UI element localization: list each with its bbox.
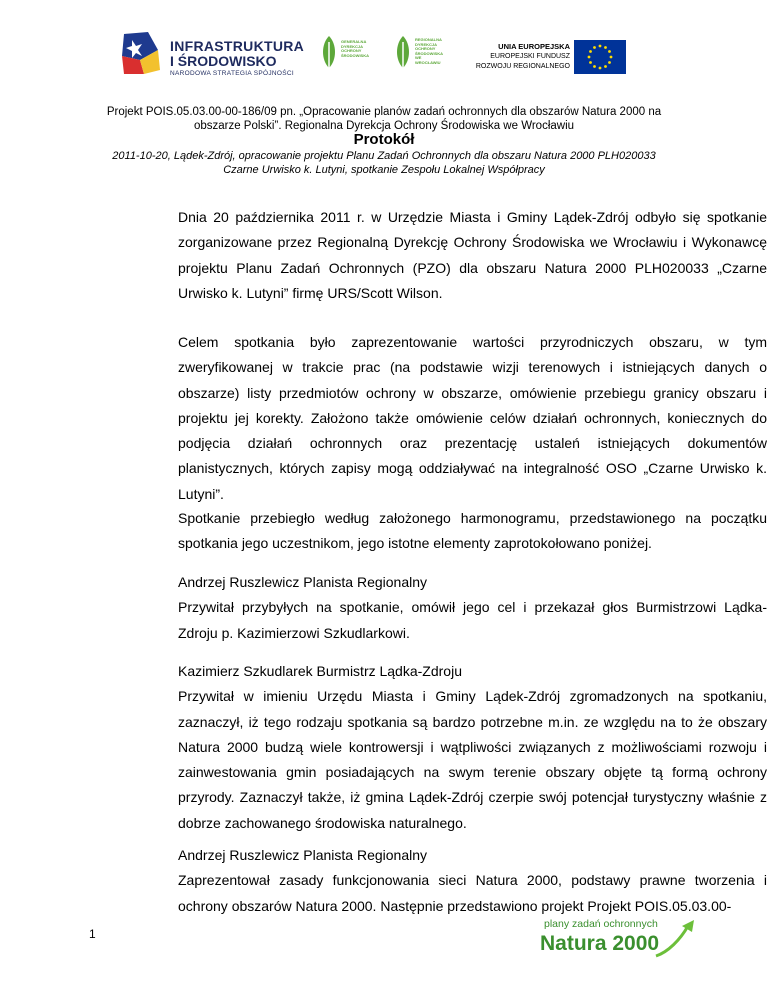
- infra-line2: I ŚRODOWISKO: [170, 53, 277, 69]
- eu-line2: EUROPEJSKI FUNDUSZ: [490, 53, 570, 60]
- leaf-icon: [393, 34, 413, 78]
- p2-line: planistycznych, których zapisy mogą oddziaływać na integralność OSO „Czarne Urwisko k.: [178, 460, 767, 477]
- p5-line: zaznaczył, iż tego rodzaju spotkania są bardzo potrzebne m.in. ze względu na to że obszary: [178, 713, 767, 730]
- p2-line: obszarze) listy przedmiotów ochrony w obszarze, omówienie przebiegu granicy obszaru i: [178, 384, 767, 401]
- p2-line: Celem spotkania było zaprezentowanie wartości przyrodniczych obszaru, w tym: [178, 334, 767, 350]
- paragraph-1: [89, 205, 767, 306]
- p4-line: Zdroju p. Kazimierzowi Szkudlarkowi.: [178, 624, 410, 641]
- project-line1: Projekt POIS.05.03.00-00-186/09 pn. „Opracowanie planów zadań ochronnych dla obszarów Natura 2000 na: [106, 106, 662, 118]
- eu-line3: ROZWOJU REGIONALNEGO: [475, 63, 570, 70]
- p4-line: Przywitał przybyłych na spotkanie, omówił jego cel i przekazał głos Burmistrzowi Lądka-: [178, 599, 767, 616]
- rdos-logo-text: REGIONALNA DYREKCJA OCHRONY ŚRODOWISKA WE WROCŁAWIU: [415, 37, 443, 65]
- gdos-logo: [319, 34, 369, 80]
- eu-flag-icon: [574, 40, 626, 74]
- eu-line1: UNIA EUROPEJSKA: [498, 42, 570, 51]
- poland-flag-icon: [118, 30, 162, 76]
- natura-2000-logo: [536, 916, 698, 968]
- p3-line: spotkania jego uczestnikom, jego istotne elementy zaprotokołowano poniżej.: [178, 535, 652, 552]
- page-number: 1: [89, 927, 96, 941]
- p2-line: podjęcia działań ochronnych oraz prezentację ustaleń istniejących dokumentów: [178, 435, 767, 452]
- p2-line: projektu jej korekty. Założono także omówienie celów działań ochronnych, koniecznych do: [178, 409, 767, 426]
- speaker-name: Andrzej Ruszlewicz Planista Regionalny: [178, 574, 428, 590]
- p5-line: Natura 2000 budzą wiele kontrowersji i wątpliwości związanych z możliwościami rozwoju i: [178, 738, 767, 755]
- p1-line: projektu Planu Zadań Ochronnych (PZO) dla obszaru Natura 2000 PLH020033 „Czarne: [178, 259, 767, 276]
- speaker-block-2: [89, 659, 767, 836]
- natura-logo-line1: plany zadań ochronnych: [544, 918, 658, 930]
- meta-line2: Czarne Urwisko k. Lutyni, spotkanie Zespołu Lokalnej Współpracy: [223, 163, 545, 176]
- p2-line: Lutyni”.: [178, 485, 224, 502]
- p1-line: zorganizowane przez Regionalną Dyrekcję Ochrony Środowiska we Wrocławiu i Wykonawcę: [178, 234, 767, 251]
- p3-line: Spotkanie przebiegło według założonego harmonogramu, przedstawionego na początku: [178, 510, 767, 526]
- speaker-block-1: [89, 570, 767, 646]
- natura-logo-line2: Natura 2000: [540, 932, 660, 955]
- infrastruktura-logo: [118, 26, 308, 82]
- paragraph-3: [89, 506, 767, 557]
- speaker-name: Andrzej Ruszlewicz Planista Regionalny: [178, 847, 428, 863]
- meeting-meta: [60, 150, 708, 177]
- infra-line1: INFRASTRUKTURA: [170, 38, 305, 54]
- p5-line: Przywitał w imieniu Urzędu Miasta i Gminy Lądek-Zdrój zgromadzonych na spotkaniu,: [178, 688, 767, 705]
- p1-line: Dnia 20 października 2011 r. w Urzędzie Miasta i Gminy Lądek-Zdrój odbyło się spotkanie: [178, 209, 767, 225]
- infra-line3: NARODOWA STRATEGIA SPÓJNOŚCI: [170, 70, 294, 77]
- arrow-swoosh-icon: [654, 918, 696, 958]
- paragraph-2: [89, 330, 767, 507]
- p5-line: przyrody. Zaznaczył także, iż gmina Lądek-Zdrój czerpie swój potencjał turystyczny właśnie z: [178, 789, 767, 806]
- rdos-logo: [393, 34, 443, 80]
- p5-line: zainwestowania gmin posiadających na swym terenie obszary objęte tą formą ochrony: [178, 764, 767, 781]
- document-title: Protokół: [353, 131, 415, 148]
- leaf-icon: [319, 34, 339, 78]
- p6-line: ochrony obszarów Natura 2000. Następnie przedstawiono projekt Projekt POIS.05.03.00-: [178, 897, 732, 914]
- speaker-name: Kazimierz Szkudlarek Burmistrz Lądka-Zdroju: [178, 663, 462, 679]
- p2-line: zweryfikowanej w trakcie prac (na podstawie wizji terenowych i istniejących danych o: [178, 359, 767, 376]
- speaker-block-3: [89, 843, 767, 919]
- p5-line: dobrze zachowanego środowiska naturalnego.: [178, 814, 467, 831]
- eu-logo: [466, 40, 626, 76]
- gdos-logo-text: GENERALNA DYREKCJA OCHRONY ŚRODOWISKA: [341, 39, 369, 58]
- p1-line: Urwisko k. Lutyni” firmę URS/Scott Wilson.: [178, 284, 443, 301]
- meta-line1: 2011-10-20, Lądek-Zdrój, opracowanie projektu Planu Zadań Ochronnych dla obszaru Natura 2000 PLH020033: [112, 150, 656, 162]
- project-line2: obszarze Polski”. Regionalna Dyrekcja Ochrony Środowiska we Wrocławiu: [193, 120, 575, 132]
- p6-line: Zaprezentował zasady funkcjonowania sieci Natura 2000, podstawy prawne tworzenia i: [178, 872, 767, 889]
